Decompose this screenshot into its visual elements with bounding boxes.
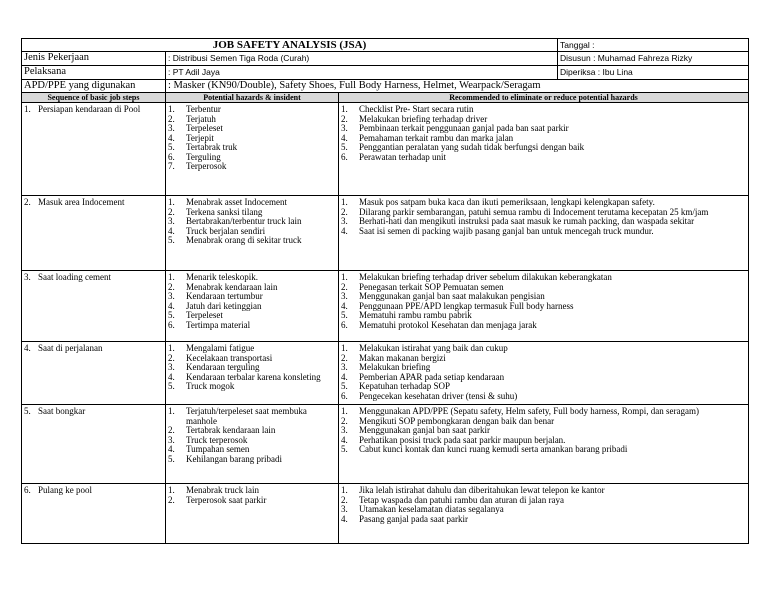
hazard-item: 4. Terjepit xyxy=(168,132,214,143)
hazard-item-text: Kendaraan terguling xyxy=(186,362,260,372)
recommendation-item-text: Melakukan briefing terhadap driver xyxy=(359,113,488,124)
apd-value: : Masker (KN90/Double), Safety Shoes, Full Body Harness, Helmet, Wearpack/Seragam xyxy=(166,80,749,93)
recommendation-item-text: Mematuhi rambu rambu pabrik xyxy=(359,310,472,320)
recommendations-cell xyxy=(339,342,749,405)
hazard-item-text: Tumpahan semen xyxy=(186,444,250,454)
job-step-text: Pulang ke pool xyxy=(38,485,92,495)
hazard-item-text: Tertabrak truk xyxy=(186,142,238,152)
jsa-row xyxy=(22,271,749,342)
job-step-number: 2. xyxy=(24,197,31,207)
recommendation-item: 1. Checklist Pre- Start secara rutin xyxy=(341,104,474,114)
recommendation-item: 4. Pasang ganjal pada saat parkir xyxy=(341,513,468,524)
recommendation-item: 4. Saat isi semen di packing wajib pasang ganjal ban untuk mencegah truck mundur. xyxy=(341,225,654,236)
hazard-item: 2. Kecelakaan transportasi xyxy=(168,352,273,363)
hazards-cell xyxy=(166,342,339,405)
hazard-item-text: Kehilangan barang pribadi xyxy=(186,453,282,464)
hazard-item-text: Terjepit xyxy=(186,132,214,143)
recommendation-item-text: Utamakan keselamatan diatas segalanya xyxy=(359,504,504,514)
recommendation-item-text: Melakukan briefing terhadap driver sebelum dilakukan keberangkatan xyxy=(359,272,612,282)
hazard-item-text: Truck mogok xyxy=(186,381,235,391)
hazard-item: 7. Terperosok xyxy=(168,161,227,171)
hazard-item: 2. Terkena sanksi tilang xyxy=(168,206,263,217)
hazard-item: 5. Kehilangan barang pribadi xyxy=(168,453,282,464)
recommendations-cell xyxy=(339,271,749,342)
hazard-item: 5. Truck mogok xyxy=(168,381,235,391)
recommendation-item: 5. Penggantian peralatan yang sudah tidak berfungsi dengan baik xyxy=(341,142,585,152)
recommendation-item-text: Makan makanan bergizi xyxy=(359,352,446,363)
jsa-table xyxy=(21,38,749,544)
recommendation-item-text: Mengikuti SOP pembongkaran dengan baik dan benar xyxy=(359,415,555,426)
hazards-cell xyxy=(166,103,339,196)
recommendation-item: 3. Menggunakan ganjal ban saat malakukan pengisian xyxy=(341,291,545,301)
jenis-pekerjaan-label: Jenis Pekerjaan xyxy=(22,52,166,66)
job-step-cell xyxy=(22,484,166,544)
recommendation-item-text: Penggunaan PPE/APD lengkap termasuk Full body harness xyxy=(359,300,574,311)
hazard-item-text: Terguling xyxy=(186,151,221,162)
hazard-item-text: Bertabrakan/terbentur truck lain xyxy=(186,216,302,226)
recommendation-item: 2. Mengikuti SOP pembongkaran dengan baik dan benar xyxy=(341,415,555,426)
job-step-text: Saat loading cement xyxy=(38,272,111,282)
hazard-item-text: Terpeleset xyxy=(186,310,223,320)
hazard-item: 5. Menabrak orang di sekitar truck xyxy=(168,235,302,245)
hazard-item: 2. Terjatuh xyxy=(168,113,216,124)
hazard-item: 3. Kendaraan terguling xyxy=(168,362,260,372)
hazards-cell-list xyxy=(168,486,336,505)
hazard-item-text: Menabrak orang di sekitar truck xyxy=(186,235,302,245)
pelaksana-label: Pelaksana xyxy=(22,66,166,80)
hazard-item-text: Kecelakaan transportasi xyxy=(186,352,273,363)
hazard-item-text: Menabrak asset Indocement xyxy=(186,197,287,207)
recommendation-item-text: Checklist Pre- Start secara rutin xyxy=(359,104,474,114)
hazard-item-text: Terjatuh xyxy=(186,113,216,124)
recommendations-cell xyxy=(339,484,749,544)
jsa-row xyxy=(22,405,749,484)
hazards-cell-list xyxy=(168,407,336,464)
hazards-cell xyxy=(166,196,339,271)
recommendation-item: 5. Cabut kunci kontak dan kunci ruang kemudi serta amankan barang pribadi xyxy=(341,444,628,454)
column-header-hazards: Potential hazards & insident xyxy=(166,93,339,103)
recommendation-item: 5. Mematuhi rambu rambu pabrik xyxy=(341,310,472,320)
hazard-item-text: Terjatuh/terpeleset saat membuka manhole xyxy=(186,406,307,426)
recommendation-item-text: Dilarang parkir sembarangan, patuhi semua rambu di Indocement terutama kecepatan 25 km/jam xyxy=(359,206,709,217)
hazard-item-text: Menarik teleskopik. xyxy=(186,272,258,282)
recommendation-item: 4. Pemahaman terkait rambu dan marka jalan xyxy=(341,132,514,143)
recommendation-item-text: Saat isi semen di packing wajib pasang ganjal ban untuk mencegah truck mundur. xyxy=(359,225,654,236)
hazards-cell-list xyxy=(168,273,336,330)
column-header-sequence: Sequence of basic job steps xyxy=(22,93,166,103)
recommendation-item-text: Perhatikan posisi truck pada saat parkir maupun berjalan. xyxy=(359,434,566,445)
column-header-recommended: Recommended to eliminate or reduce potential hazards xyxy=(339,93,749,103)
recommendation-item: 4. Perhatikan posisi truck pada saat parkir maupun berjalan. xyxy=(341,434,566,445)
hazard-item: 4. Kendaraan terbalar karena konsleting xyxy=(168,371,321,382)
hazard-item: 1. Terjatuh/terpeleset saat membuka manhole xyxy=(168,407,336,426)
hazard-item: 3. Terpeleset xyxy=(168,123,223,133)
recommendation-item: 1. Jika lelah istirahat dahulu dan diberitahukan lewat telepon ke kantor xyxy=(341,485,605,495)
hazard-item-text: Kendaraan tertumbur xyxy=(186,291,263,301)
hazard-item-text: Menabrak kendaraan lain xyxy=(186,281,278,292)
recommendation-item-text: Penegasan terkait SOP Pemuatan semen xyxy=(359,281,504,292)
hazard-item-text: Terpeleset xyxy=(186,123,223,133)
hazard-item: 5. Terpeleset xyxy=(168,310,223,320)
hazard-item-text: Terkena sanksi tilang xyxy=(186,206,263,217)
job-step-number: 4. xyxy=(24,343,31,353)
hazard-item-text: Terperosok xyxy=(186,161,227,171)
diperiksa-field: Diperiksa : Ibu Lina xyxy=(558,66,749,80)
recommendation-item: 3. Pembinaan terkait penggunaan ganjal pada ban saat parkir xyxy=(341,123,569,133)
hazard-item: 1. Terbentur xyxy=(168,104,221,114)
tanggal-field: Tanggal : xyxy=(558,39,749,52)
hazards-cell xyxy=(166,405,339,484)
recommendation-item-text: Pemberian APAR pada setiap kendaraan xyxy=(359,371,505,382)
job-step-cell xyxy=(22,271,166,342)
hazard-item-text: Menabrak truck lain xyxy=(186,485,259,495)
recommendation-item-text: Masuk pos satpam buka kaca dan ikuti pemeriksaan, lengkapi kelengkapan safety. xyxy=(359,197,655,207)
document-title: JOB SAFETY ANALYSIS (JSA) xyxy=(22,39,558,52)
job-step-text: Persiapan kendaraan di Pool xyxy=(38,104,141,114)
recommendation-item-text: Melakukan briefing xyxy=(359,362,431,372)
recommendation-item-text: Berhati-hati dan mengikuti instruksi pada saat masuk ke rumah packing, dan waspada sekitar xyxy=(359,216,695,226)
hazards-cell-list xyxy=(168,344,336,392)
hazard-item-text: Tertimpa material xyxy=(186,319,251,330)
recommendation-item-text: Penggantian peralatan yang sudah tidak berfungsi dengan baik xyxy=(359,142,585,152)
job-step-cell xyxy=(22,342,166,405)
hazard-item: 1. Menabrak asset Indocement xyxy=(168,197,287,207)
recommendation-item: 2. Penegasan terkait SOP Pemuatan semen xyxy=(341,281,504,292)
recommendation-item-text: Menggunakan ganjal ban saat malakukan pengisian xyxy=(359,291,545,301)
recommendation-item: 3. Utamakan keselamatan diatas segalanya xyxy=(341,504,504,514)
hazard-item: 2. Menabrak kendaraan lain xyxy=(168,281,278,292)
recommendation-item-text: Perawatan terhadap unit xyxy=(359,151,446,162)
recommendation-item: 5. Kepatuhan terhadap SOP xyxy=(341,381,450,391)
job-step-text: Saat bongkar xyxy=(38,406,86,416)
hazard-item-text: Tertabrak kendaraan lain xyxy=(186,425,276,435)
recommendations-cell-list xyxy=(341,198,746,236)
recommendation-item-text: Pengecekan kesehatan driver (tensi & suhu) xyxy=(359,390,518,401)
recommendations-cell-list xyxy=(341,486,746,524)
recommendation-item: 3. Berhati-hati dan mengikuti instruksi pada saat masuk ke rumah packing, dan waspada sekitar xyxy=(341,216,695,226)
recommendation-item-text: Kepatuhan terhadap SOP xyxy=(359,381,450,391)
jsa-row xyxy=(22,484,749,544)
recommendation-item-text: Jika lelah istirahat dahulu dan diberitahukan lewat telepon ke kantor xyxy=(359,485,605,495)
job-step-cell xyxy=(22,196,166,271)
recommendations-cell-list xyxy=(341,344,746,401)
hazard-item-text: Jatuh dari ketinggian xyxy=(186,300,262,311)
jenis-pekerjaan-value: : Distribusi Semen Tiga Roda (Curah) xyxy=(166,52,558,66)
recommendation-item: 3. Melakukan briefing xyxy=(341,362,431,372)
hazard-item: 3. Bertabrakan/terbentur truck lain xyxy=(168,216,302,226)
hazard-item-text: Mengalami fatigue xyxy=(186,343,255,353)
recommendation-item: 4. Pemberian APAR pada setiap kendaraan xyxy=(341,371,505,382)
hazard-item: 2. Terperosok saat parkir xyxy=(168,494,267,505)
recommendation-item: 1. Melakukan briefing terhadap driver sebelum dilakukan keberangkatan xyxy=(341,272,612,282)
hazard-item: 1. Mengalami fatigue xyxy=(168,343,255,353)
hazard-item: 3. Kendaraan tertumbur xyxy=(168,291,263,301)
recommendation-item: 2. Melakukan briefing terhadap driver xyxy=(341,113,488,124)
hazard-item: 6. Terguling xyxy=(168,151,221,162)
recommendations-cell-list xyxy=(341,105,746,162)
job-step-number: 1. xyxy=(24,104,31,114)
hazard-item: 4. Tumpahan semen xyxy=(168,444,250,454)
recommendation-item: 2. Makan makanan bergizi xyxy=(341,352,446,363)
hazard-item-text: Terperosok saat parkir xyxy=(186,494,267,505)
recommendations-cell xyxy=(339,103,749,196)
hazards-cell-list xyxy=(168,198,336,246)
recommendation-item: 2. Tetap waspada dan patuhi rambu dan aturan di jalan raya xyxy=(341,494,565,505)
disusun-field: Disusun : Muhamad Fahreza Rizky xyxy=(558,52,749,66)
recommendation-item-text: Pemahaman terkait rambu dan marka jalan xyxy=(359,132,514,143)
jsa-row xyxy=(22,103,749,196)
recommendation-item: 1. Menggunakan APD/PPE (Sepatu safety, Helm safety, Full body harness, Rompi, dan seragam) xyxy=(341,406,700,416)
hazard-item: 6. Tertimpa material xyxy=(168,319,251,330)
recommendations-cell xyxy=(339,405,749,484)
recommendation-item-text: Tetap waspada dan patuhi rambu dan aturan di jalan raya xyxy=(359,494,565,505)
hazard-item-text: Terbentur xyxy=(186,104,221,114)
job-step-number: 5. xyxy=(24,406,31,416)
recommendation-item: 2. Dilarang parkir sembarangan, patuhi semua rambu di Indocement terutama kecepatan 25 km/jam xyxy=(341,206,709,217)
recommendation-item-text: Menggunakan ganjal ban saat parkir xyxy=(359,425,490,435)
hazard-item: 1. Menabrak truck lain xyxy=(168,485,259,495)
job-step-cell xyxy=(22,405,166,484)
apd-label: APD/PPE yang digunakan xyxy=(22,80,166,93)
hazard-item-text: Kendaraan terbalar karena konsleting xyxy=(186,371,321,382)
recommendations-cell-list xyxy=(341,407,746,455)
recommendation-item-text: Menggunakan APD/PPE (Sepatu safety, Helm safety, Full body harness, Rompi, dan seragam) xyxy=(359,406,700,416)
hazard-item: 3. Truck terperosok xyxy=(168,434,248,445)
recommendations-cell xyxy=(339,196,749,271)
hazards-cell-list xyxy=(168,105,336,172)
pelaksana-value: : PT Adil Jaya xyxy=(166,66,558,80)
hazard-item-text: Truck berjalan sendiri xyxy=(186,225,266,236)
job-step-number: 3. xyxy=(24,272,31,282)
job-step-cell xyxy=(22,103,166,196)
hazard-item: 1. Menarik teleskopik. xyxy=(168,272,258,282)
recommendation-item-text: Pembinaan terkait penggunaan ganjal pada ban saat parkir xyxy=(359,123,569,133)
recommendation-item: 1. Masuk pos satpam buka kaca dan ikuti pemeriksaan, lengkapi kelengkapan safety. xyxy=(341,197,655,207)
jsa-row xyxy=(22,196,749,271)
recommendation-item: 6. Perawatan terhadap unit xyxy=(341,151,446,162)
recommendation-item: 4. Penggunaan PPE/APD lengkap termasuk Full body harness xyxy=(341,300,574,311)
recommendation-item-text: Pasang ganjal pada saat parkir xyxy=(359,513,468,524)
recommendation-item: 6. Mematuhi protokol Kesehatan dan menjaga jarak xyxy=(341,319,537,330)
job-step-number: 6. xyxy=(24,485,31,495)
hazard-item: 2. Tertabrak kendaraan lain xyxy=(168,425,276,435)
hazards-cell xyxy=(166,271,339,342)
recommendation-item-text: Melakukan istirahat yang baik dan cukup xyxy=(359,343,508,353)
jsa-document xyxy=(21,38,748,544)
recommendation-item: 1. Melakukan istirahat yang baik dan cukup xyxy=(341,343,508,353)
recommendation-item: 3. Menggunakan ganjal ban saat parkir xyxy=(341,425,490,435)
hazard-item: 4. Jatuh dari ketinggian xyxy=(168,300,262,311)
recommendation-item-text: Mematuhi protokol Kesehatan dan menjaga jarak xyxy=(359,319,537,330)
recommendation-item: 6. Pengecekan kesehatan driver (tensi & suhu) xyxy=(341,390,518,401)
hazard-item-text: Truck terperosok xyxy=(186,434,248,445)
job-step-text: Saat di perjalanan xyxy=(38,343,103,353)
hazard-item: 5. Tertabrak truk xyxy=(168,142,238,152)
job-step-text: Masuk area Indocement xyxy=(38,197,125,207)
jsa-row xyxy=(22,342,749,405)
recommendation-item-text: Cabut kunci kontak dan kunci ruang kemudi serta amankan barang pribadi xyxy=(359,444,628,454)
hazards-cell xyxy=(166,484,339,544)
recommendations-cell-list xyxy=(341,273,746,330)
hazard-item: 4. Truck berjalan sendiri xyxy=(168,225,266,236)
